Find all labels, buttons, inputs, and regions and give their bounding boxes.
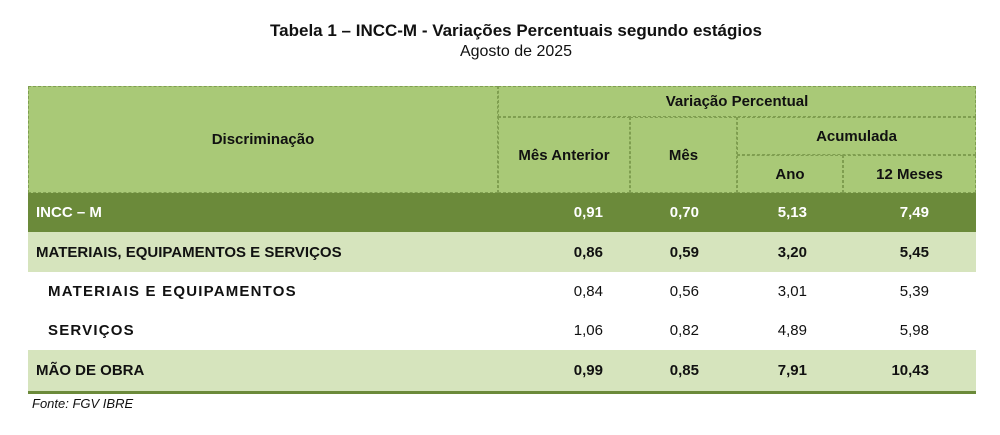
cell-mes: 0,70 [669,204,699,221]
row-label: MÃO DE OBRA [36,362,145,379]
header-variacao-label: Variação Percentual [665,93,809,110]
header-mes-anterior-label: Mês Anterior [518,146,610,164]
cell-mes: 0,85 [669,362,699,379]
cell-12-meses: 5,45 [899,243,929,261]
header-discriminacao [28,86,498,193]
cell-mes-anterior: 1,06 [573,322,603,339]
cell-ano: 7,91 [777,362,807,379]
row-label: MATERIAIS, EQUIPAMENTOS E SERVIÇOS [36,243,342,261]
cell-mes-anterior: 0,99 [573,362,603,379]
cell-12-meses: 5,98 [899,322,929,339]
cell-12-meses: 5,39 [899,283,929,300]
header-ano [737,155,843,193]
row-label: SERVIÇOS [48,322,135,339]
row-label: INCC – M [36,204,102,221]
cell-mes-anterior: 0,91 [573,204,603,221]
cell-mes: 0,56 [669,283,699,300]
table-row-incc-m [28,193,976,232]
row-label: MATERIAIS E EQUIPAMENTOS [48,283,297,300]
cell-12-meses: 10,43 [891,362,929,379]
header-ano-label: Ano [775,165,805,183]
header-variacao-percentual [498,86,976,117]
header-12-meses [843,155,976,193]
header-mes-anterior [498,117,630,193]
header-acumulada [737,117,976,155]
table-row-materiais-equipamentos-servicos [28,232,976,272]
table-row-materiais-equipamentos [28,272,976,311]
cell-ano: 3,01 [777,283,807,300]
source-note: Fonte: FGV IBRE [32,396,134,411]
cell-12-meses: 7,49 [899,204,929,221]
table-bottom-rule [28,391,976,394]
cell-ano: 4,89 [777,322,807,339]
header-12-meses-label: 12 Meses [876,165,943,183]
cell-ano: 3,20 [777,243,807,261]
cell-mes: 0,82 [669,322,699,339]
table-title: Tabela 1 – INCC-M - Variações Percentuais segundo estágios [270,21,762,40]
cell-mes-anterior: 0,84 [573,283,603,300]
table-row-servicos [28,311,976,350]
cell-mes: 0,59 [669,243,699,261]
cell-ano: 5,13 [777,204,807,221]
header-acumulada-label: Acumulada [816,127,897,145]
header-mes-label: Mês [668,146,699,164]
incc-table [28,86,976,394]
header-discriminacao-label: Discriminação [211,131,315,148]
table-row-mao-de-obra [28,350,976,391]
header-mes [630,117,737,193]
cell-mes-anterior: 0,86 [573,243,603,261]
table-subtitle: Agosto de 2025 [459,43,573,60]
